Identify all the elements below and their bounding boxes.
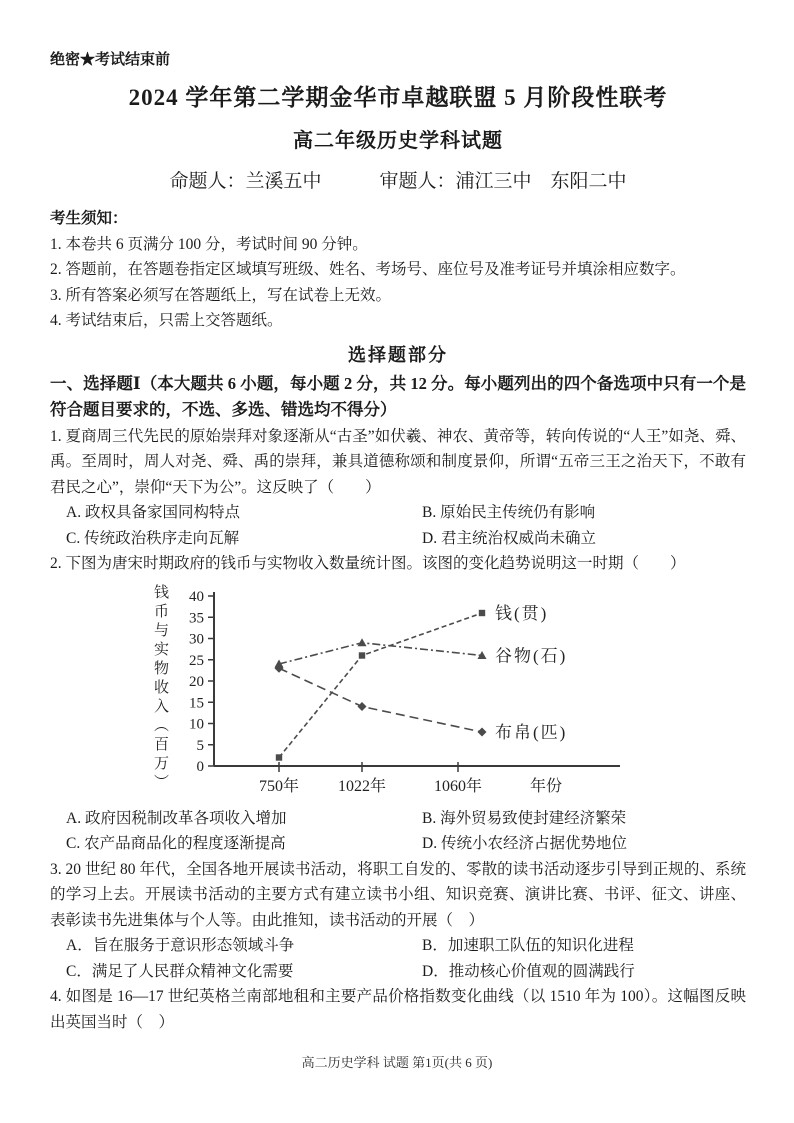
x-tick-label: 1060年 [433, 777, 483, 795]
x-axis-title: 年份 [530, 777, 563, 795]
marker-square [479, 609, 485, 615]
marker-diamond [478, 727, 487, 736]
exam-subtitle: 高二年级历史学科试题 [293, 130, 503, 152]
option-d: D．推动核心价值观的圆满践行 [422, 962, 635, 980]
option-b: B．加速职工队伍的知识化进程 [422, 937, 634, 954]
series-line [279, 613, 482, 758]
candidate-notice [50, 206, 746, 334]
marker-diamond [275, 663, 284, 672]
chart-y-axis-title: 钱币与实物收入（百万） [152, 583, 168, 793]
option-b: B. 海外贸易致使封建经济繁荣 [422, 809, 627, 827]
part1-heading: 一、选择题Ⅰ（本大题共 6 小题，每小题 2 分，共 12 分。每小题列出的四个备选项中只有一个是符合题目要求的，不选、多选、错选均不得分） [50, 373, 746, 419]
x-tick-label: 1022年 [337, 777, 387, 795]
question-2-options [50, 806, 746, 857]
marker-square [359, 652, 365, 658]
y-tick-label: 10 [189, 716, 204, 732]
y-tick-label: 5 [196, 737, 204, 754]
y-tick-label: 15 [189, 694, 204, 711]
notice-item: 2. 答题前，在答题卷指定区域填写班级、姓名、考场号、座位号及准考证号并填涂相应数字。 [50, 261, 686, 278]
question-2-stem: 2. 下图为唐宋时期政府的钱币与实物收入数量统计图。该图的变化趋势说明这一时期（ ） [50, 555, 686, 572]
notice-item: 1. 本卷共 6 页满分 100 分，考试时间 90 分钟。 [50, 235, 368, 253]
exam-title: 2024 学年第二学期金华市卓越联盟 5 月阶段性联考 [128, 85, 668, 110]
option-d: D. 传统小农经济占据优势地位 [422, 835, 627, 852]
question-setter: 命题人：兰溪五中 [169, 171, 322, 192]
y-tick-label: 25 [189, 652, 204, 669]
series-label: 布帛(匹) [495, 722, 568, 742]
question-1 [50, 424, 746, 552]
option-d: D. 君主统治权威尚未确立 [422, 529, 596, 547]
option-c: C. 传统政治秩序走向瓦解 [66, 529, 240, 547]
option-a: A．旨在服务于意识形态领域斗争 [66, 937, 295, 954]
marker-triangle [358, 638, 367, 646]
question-1-options [50, 500, 746, 551]
y-tick-label: 20 [189, 673, 204, 690]
notice-list [50, 232, 746, 334]
option-b: B. 原始民主传统仍有影响 [422, 504, 596, 521]
question-2 [50, 551, 746, 857]
question-3-options [50, 933, 746, 984]
section-title: 选择题部分 [348, 344, 448, 365]
question-1-stem: 1. 夏商周三代先民的原始崇拜对象逐渐从“古圣”如伏羲、神农、黄帝等，转向传说的“人王”如尧、舜、禹。至周时，周人对尧、舜、禹的崇拜，兼具道德称颂和制度景仰，所谓“五帝三王之治天下，不敢有君民之心”，崇仰“天下为公”。这反映了（ ） [50, 427, 746, 496]
question-reviewer: 审题人：浦江三中 东阳二中 [379, 171, 627, 192]
question-3-stem: 3. 20 世纪 80 年代，全国各地开展读书活动，将职工自发的、零散的读书活动逐步引导到正规的、系统的学习上去。开展读书活动的主要方式有建立读书小组、知识竞赛、演讲比赛、书评、征文、讲座、表彰读书先进集体与个人等。由此推知，读书活动的开展（ ） [50, 860, 746, 929]
security-label: 绝密★考试结束前 [50, 52, 171, 68]
question-3 [50, 857, 746, 985]
option-a: A. 政府因税制改革各项收入增加 [66, 809, 287, 827]
y-tick-label: 0 [196, 758, 204, 775]
notice-item: 3. 所有答案必须写在答题纸上，写在试卷上无效。 [50, 286, 392, 304]
y-tick-label: 35 [189, 609, 204, 626]
income-statistics-chart [146, 580, 746, 804]
option-c: C. 农产品商品化的程度逐渐提高 [66, 835, 286, 852]
series-line [279, 668, 482, 732]
series-label: 谷物(石) [495, 646, 568, 665]
notice-item: 4. 考试结束后，只需上交答题纸。 [50, 312, 283, 329]
question-4 [50, 984, 746, 1035]
notice-title: 考生须知： [50, 210, 128, 227]
income-chart-canvas [174, 580, 644, 804]
x-tick-label: 750年 [258, 777, 300, 795]
marker-diamond [358, 702, 367, 711]
question-4-stem: 4. 如图是 16—17 世纪英格兰南部地租和主要产品价格指数变化曲线（以 1510 年为 100）。这幅图反映出英国当时（ ） [50, 988, 746, 1031]
option-c: C．满足了人民群众精神文化需要 [66, 962, 294, 980]
y-tick-label: 40 [189, 588, 204, 605]
series-line [279, 642, 482, 663]
option-a: A. 政权具备家国同构特点 [66, 504, 240, 521]
marker-square [276, 754, 282, 760]
page-footer: 高二历史学科 试题 第1页(共 6 页) [301, 1055, 493, 1070]
examiners-line [50, 168, 746, 196]
y-tick-label: 30 [189, 631, 204, 647]
series-label: 钱(贯) [495, 603, 549, 623]
